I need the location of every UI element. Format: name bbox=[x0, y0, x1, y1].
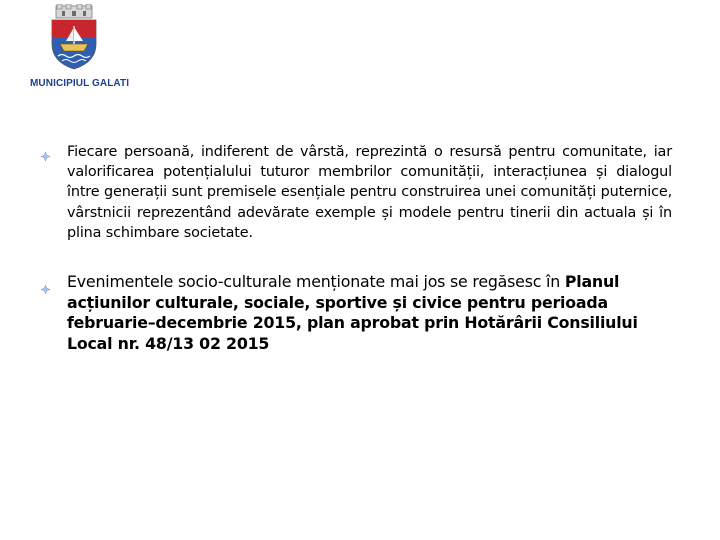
diamond-bullet-icon bbox=[41, 285, 50, 294]
bullet-paragraph-2 bbox=[67, 272, 677, 354]
coat-of-arms-icon bbox=[48, 4, 100, 70]
diamond-bullet-icon bbox=[41, 152, 50, 161]
bullet-2-bold-text: Planul acțiunilor culturale, sociale, sportive și civice pentru perioada februarie–decembrie 2015, plan aprobat prin Hotărârii Consiliului Local nr. 48/13 02 2015 bbox=[67, 272, 638, 353]
municipality-label: MUNICIPIUL GALATI bbox=[30, 78, 130, 89]
bullet-paragraph-1: Fiecare persoană, indiferent de vârstă, reprezintă o resursă pentru comunitate, iar valorificarea potențialului tuturor membrilor comunității, interacțiunea și dialogul între generații sunt premisele esențiale pentru construirea unei comunități puternice, vârstnicii reprezentând adevărate exemple și modele pentru tinerii din actuala și în plina schimbare societate. bbox=[67, 144, 672, 241]
bullet-2-intro-text: Evenimentele socio-culturale menționate mai jos se regăsesc în bbox=[67, 272, 565, 291]
